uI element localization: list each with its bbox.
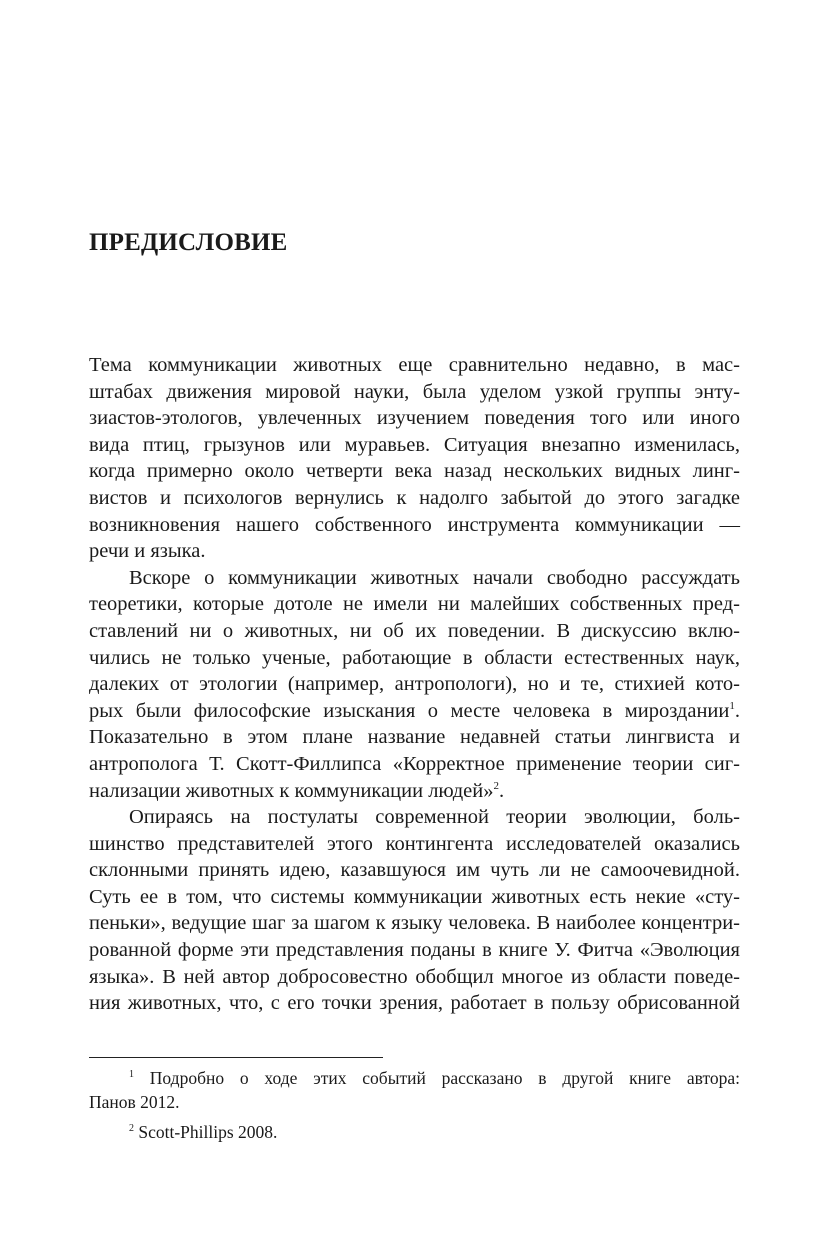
footnote-line (89, 1120, 740, 1144)
text-line: шинство представителей этого контингента исследователей оказались (89, 832, 740, 855)
text-line: когда примерно около четверти века назад нескольких видных линг- (89, 460, 740, 483)
body-text (89, 352, 740, 1017)
text-line: Тема коммуникации животных еще сравнительно недавно, в мас- (89, 354, 740, 376)
text-line: штабах движения мировой науки, была уделом узкой группы энту- (89, 380, 740, 403)
text-line: речи и языка. (89, 540, 206, 563)
text-line: пеньки», ведущие шаг за шагом к языку человека. В наиболее концентри- (89, 912, 740, 935)
text-line: ставлений ни о животных, ни об их поведении. В дискуссию вклю- (89, 619, 740, 642)
text-line: вида птиц, грызунов или муравьев. Ситуация внезапно изменилась, (89, 433, 740, 456)
text-line: Суть ее в том, что системы коммуникации животных есть некие «сту- (89, 885, 740, 908)
text-line: ния животных, что, с его точки зрения, работает в пользу обрисованной (89, 992, 740, 1015)
footnote-line: Панов 2012. (89, 1092, 180, 1112)
period: . (498, 779, 505, 802)
footnote-ref-2[interactable]: 2 (493, 779, 499, 792)
footnote-text: Подробно о ходе этих событий рассказано в другой книге автора: (149, 1068, 741, 1088)
footnote-divider (89, 1057, 383, 1058)
text-line-content: рых были философские изыскания о месте человека в мироздании (89, 699, 730, 722)
text-line: языка». В ней автор добросовестно обобщил многое из области поведе- (89, 965, 740, 988)
footnote-text: Scott-Phillips 2008. (138, 1122, 278, 1142)
footnote-1 (89, 1066, 740, 1114)
text-line: Показательно в этом плане название недавней статьи лингвиста и (89, 726, 740, 749)
text-line: Опираясь на постулаты современной теории эволюции, боль- (129, 806, 740, 829)
chapter-heading: ПРЕДИСЛОВИЕ (89, 229, 288, 256)
footnote-line (89, 1066, 740, 1090)
footnotes (89, 1066, 740, 1144)
text-line: рованной форме эти представления поданы в книге У. Фитча «Эволюция (89, 939, 740, 962)
text-line (89, 698, 740, 725)
paragraph-1 (89, 352, 740, 565)
text-line: склонными принять идею, казавшуюся им чуть ли не самоочевидной. (89, 859, 740, 882)
paragraph-3 (89, 804, 740, 1017)
text-line: вистов и психологов вернулись к надолго забытой до этого загадке (89, 486, 740, 509)
paragraph-2 (89, 565, 740, 804)
text-line: возникновения нашего собственного инструмента коммуникации — (89, 513, 740, 536)
period: . (734, 699, 740, 722)
text-line-content: нализации животных к коммуникации людей» (89, 779, 494, 802)
footnote-ref-1[interactable]: 1 (729, 699, 735, 712)
text-line: зиастов-этологов, увлеченных изучением поведения того или иного (89, 407, 740, 430)
footnote-marker: 1 (129, 1069, 134, 1081)
footnote-2 (89, 1120, 740, 1144)
text-line: далеких от этологии (например, антропологи), но и те, стихией кото- (89, 673, 740, 696)
text-line: теоретики, которые дотоле не имели ни малейших собственных пред- (89, 593, 740, 616)
text-line: антрополога Т. Скотт-Филлипса «Корректное применение теории сиг- (89, 752, 740, 775)
text-line: Вскоре о коммуникации животных начали свободно рассуждать (129, 566, 740, 589)
text-line (89, 778, 740, 805)
footnote-marker: 2 (129, 1123, 134, 1135)
text-line: чились не только ученые, работающие в области естественных наук, (89, 646, 740, 669)
